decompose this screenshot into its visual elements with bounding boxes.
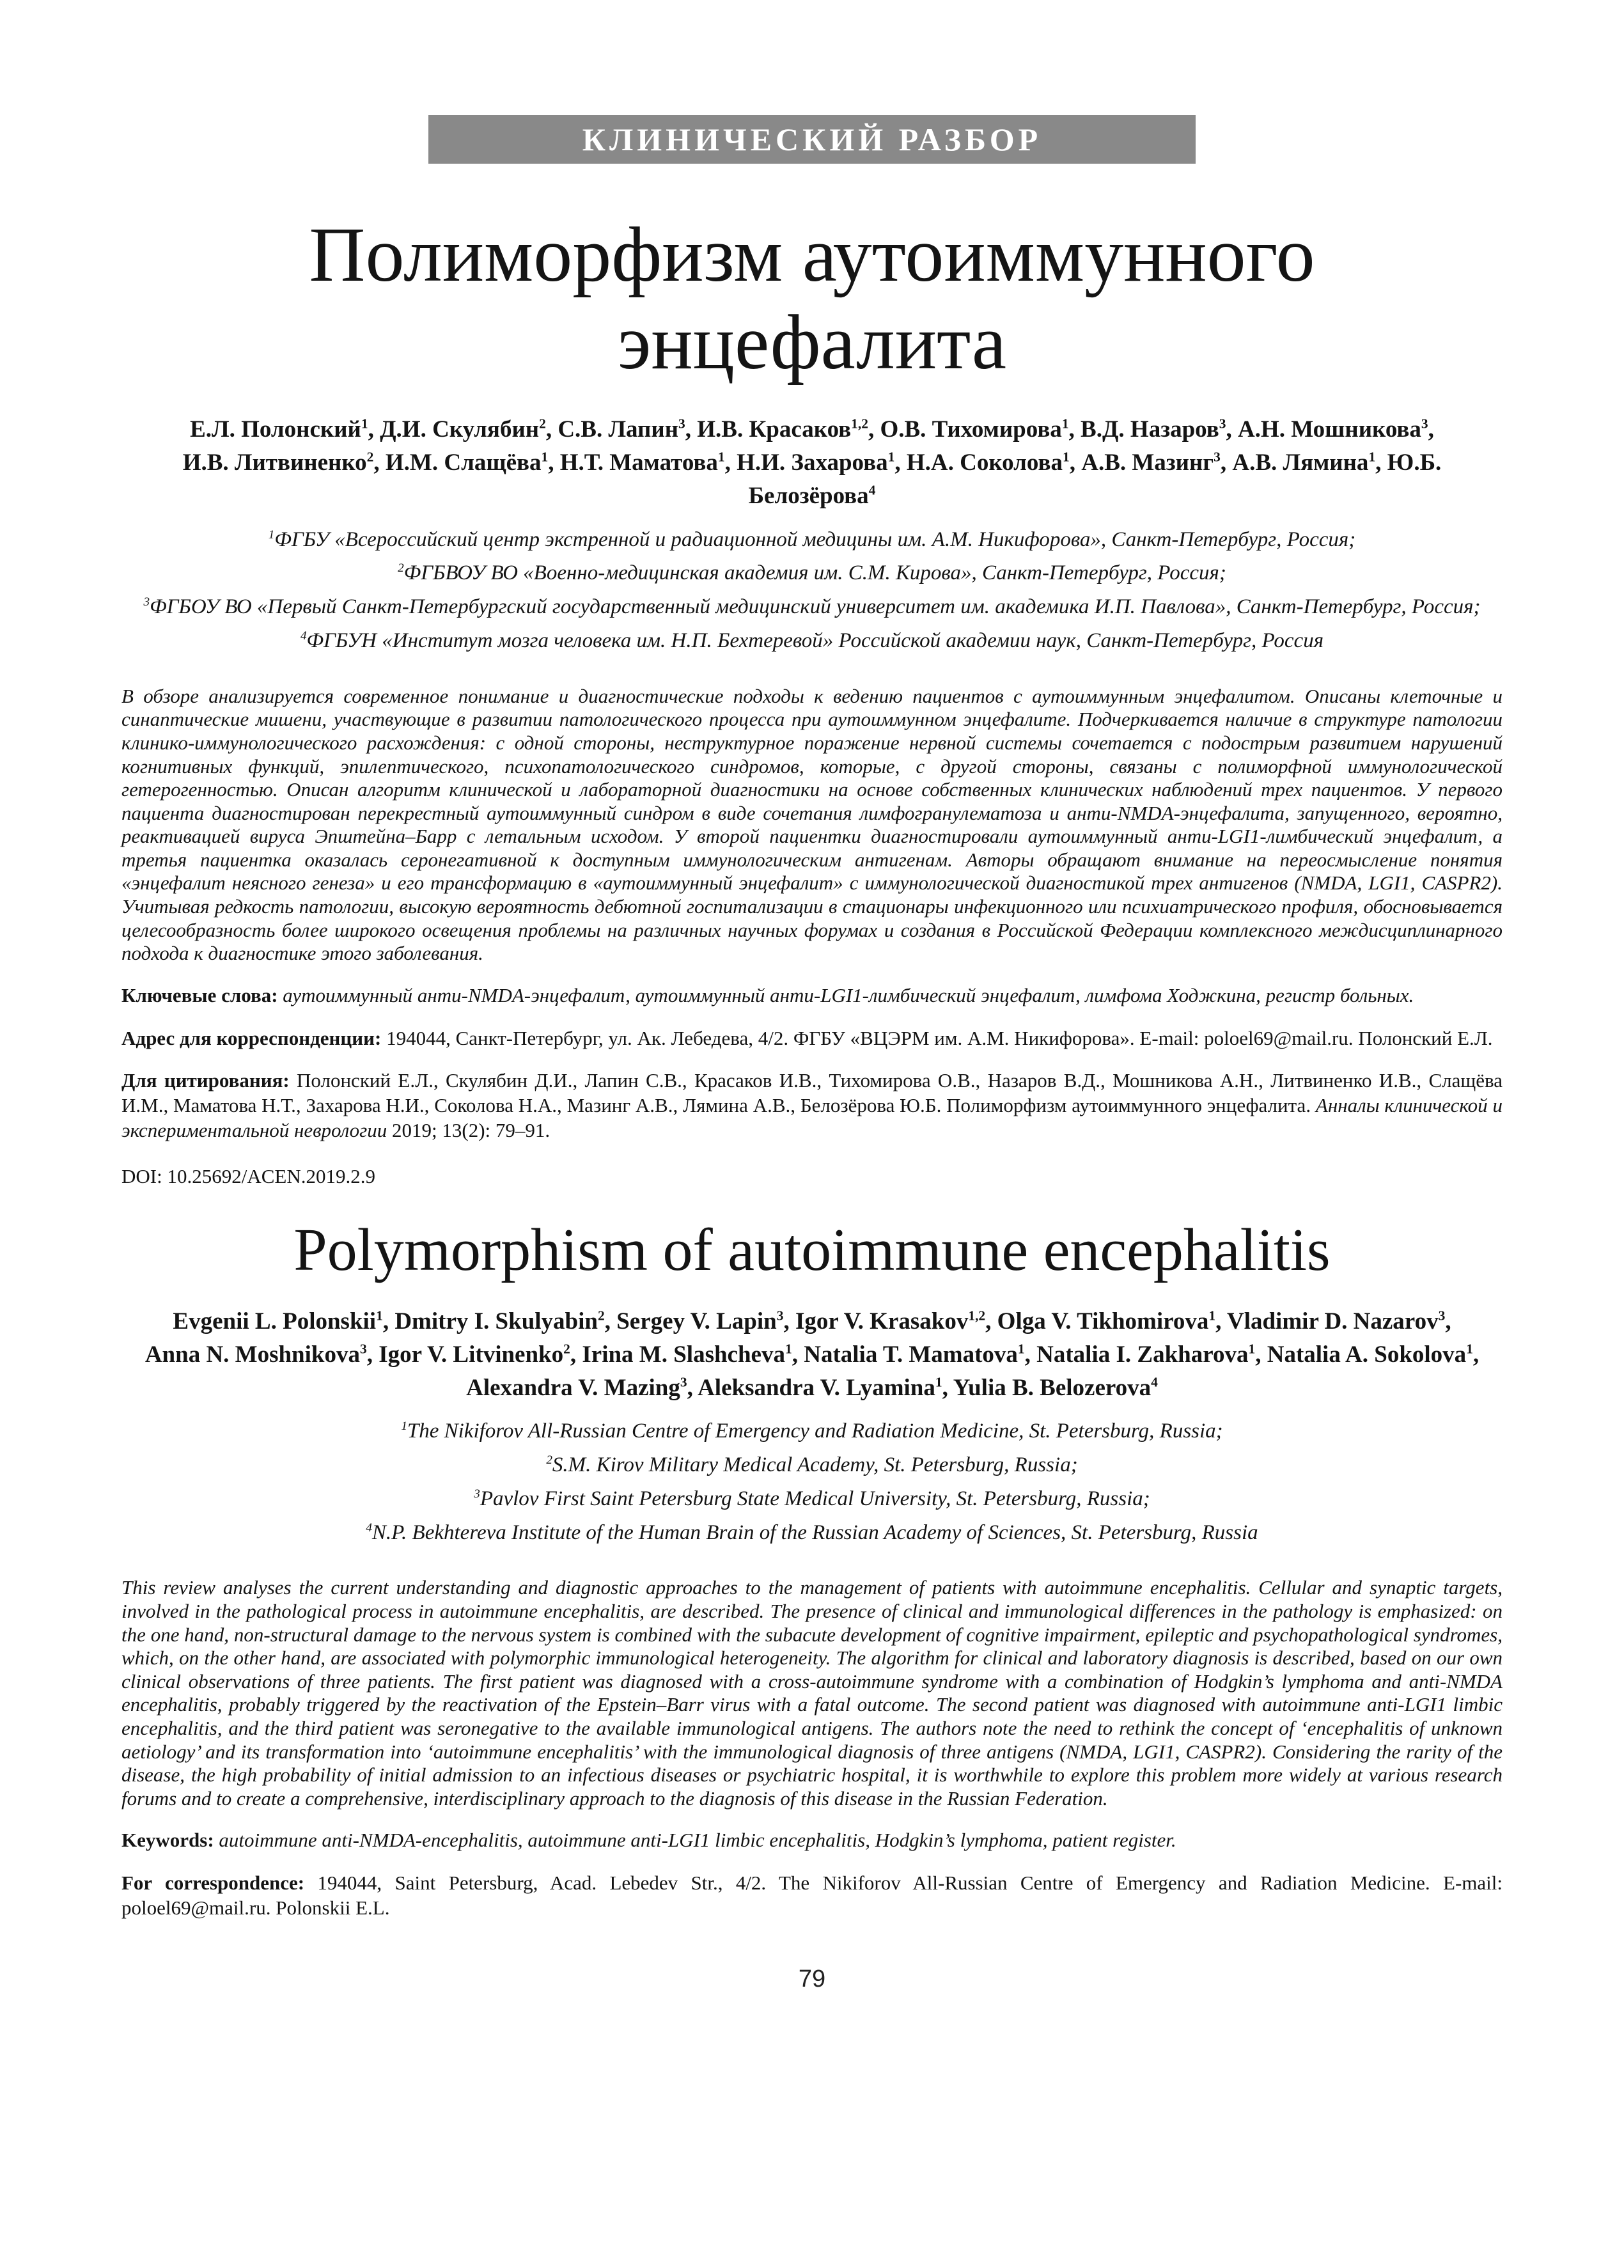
author-affiliation-sup: 1 <box>1466 1341 1473 1357</box>
correspondence-en <box>121 1871 1503 1921</box>
affiliations-ru <box>121 523 1503 658</box>
author-affiliation-sup: 3 <box>1421 416 1428 432</box>
author-affiliation-sup: 1 <box>1208 1308 1216 1324</box>
correspondence-en-text: 194044, Saint Petersburg, Acad. Lebedev Str., 4/2. The Nikiforov All-Russian Centre of Emergency and Radiation Medicine. E-mail: poloel69@mail.ru. Polonskii E.L. <box>121 1872 1503 1919</box>
keywords-ru-text: аутоиммунный анти-NMDA-энцефалит, аутоиммунный анти-LGI1-лимбический энцефалит, лимфома Ходжкина, регистр больных. <box>283 983 1414 1006</box>
section-banner <box>428 115 1196 164</box>
keywords-en <box>121 1828 1503 1853</box>
affiliation-line: $^2$S.M. Kirov Military Medical Academy, St. Petersburg, Russia; <box>546 1453 1078 1477</box>
correspondence-ru-label: Адрес для корреспонденции: <box>121 1026 382 1049</box>
affiliation-sup: 1 <box>268 528 275 542</box>
correspondence-ru <box>121 1026 1503 1051</box>
author-affiliation-sup: 1 <box>1063 449 1070 465</box>
page-content <box>121 212 1503 1993</box>
citation-ru-label: Для цитирования: <box>121 1069 290 1092</box>
keywords-en-text: autoimmune anti-NMDA-encephalitis, autoimmune anti-LGI1 limbic encephalitis, Hodgkin’s lymphoma, patient register. <box>219 1829 1176 1852</box>
affiliation-line: $^1$The Nikiforov All-Russian Centre of Emergency and Radiation Medicine, St. Petersburg, Russia; <box>401 1419 1223 1443</box>
affiliation-sup: 1 <box>401 1419 407 1434</box>
doi: DOI: 10.25692/ACEN.2019.2.9 <box>121 1164 375 1187</box>
author-affiliation-sup: 1,2 <box>968 1308 986 1324</box>
author-affiliation-sup: 3 <box>1438 1308 1446 1324</box>
citation-ru-tail: 2019; 13(2): 79–91. <box>392 1118 550 1141</box>
affiliation-line: $^4$ФГБУН «Институт мозга человека им. Н.П. Бехтеревой» Российской академии наук, Санкт-Петербург, Россия <box>300 629 1324 653</box>
author-name: И.М. Слащёва <box>385 450 542 476</box>
affiliation-line: $^3$Pavlov First Saint Petersburg State Medical University, St. Petersburg, Russia; <box>474 1487 1150 1510</box>
author-name: Н.И. Захарова <box>737 450 888 476</box>
author-line: И.В. Литвиненко$^2$, И.М. Слащёва$^1$, Н.Т. Маматова$^1$, Н.И. Захарова$^1$, Н.А. Соколова$^1$, А.В. Мазинг$^3$, А.В. Лямина$^1$, Ю.Б. Белозёрова$^4$ <box>182 449 1442 509</box>
article-title-ru <box>121 212 1503 386</box>
citation-ru-text: Полонский Е.Л., Скулябин Д.И., Лапин С.В., Красаков И.В., Тихомирова О.В., Назаров В.Д., Мошникова А.Н., Литвиненко И.В., Слащёва И.М., Маматова Н.Т., Захарова Н.И., Соколова Н.А., Мазинг А.В., Лямина А.В., Белозёрова Ю.Б. Полиморфизм аутоиммунного энцефалита. <box>121 1069 1503 1117</box>
article-title-ru-line2: энцефалита <box>618 299 1006 386</box>
author-name: Sergey V. Lapin <box>616 1308 777 1334</box>
correspondence-en-label: For correspondence: <box>121 1872 305 1895</box>
author-name: Evgenii L. Polonskii <box>173 1308 377 1334</box>
page-number: 79 <box>798 1965 826 1992</box>
author-affiliation-sup: 1 <box>376 1308 383 1324</box>
author-name: Natalia A. Sokolova <box>1267 1341 1467 1368</box>
affiliation-line: $^3$ФГБОУ ВО «Первый Санкт-Петербургский государственный медицинский университет им. академика И.П. Павлова», Санкт-Петербург, Россия; <box>143 595 1481 619</box>
affiliations-en <box>121 1414 1503 1549</box>
author-name: Д.И. Скулябин <box>380 416 540 443</box>
author-affiliation-sup: 3 <box>360 1341 367 1357</box>
affiliation-sup: 3 <box>474 1487 480 1501</box>
author-name: И.В. Литвиненко <box>182 450 367 476</box>
author-affiliation-sup: 3 <box>776 1308 784 1324</box>
author-name: Yulia B. Belozerova <box>953 1374 1152 1401</box>
affiliation-line: $^1$ФГБУ «Всероссийский центр экстренной и радиационной медицины им. А.М. Никифорова», Санкт-Петербург, Россия; <box>268 528 1356 551</box>
affiliation-sup: 4 <box>366 1521 372 1535</box>
affiliation-sup: 2 <box>546 1453 552 1467</box>
author-name: Ю.Б. Белозёрова <box>748 450 1442 509</box>
author-name: Н.Т. Маматова <box>559 450 718 476</box>
authors-en <box>121 1305 1503 1404</box>
citation-ru <box>121 1068 1503 1143</box>
article-title-en: Polymorphism of autoimmune encephalitis <box>293 1216 1331 1283</box>
authors-ru <box>121 413 1503 512</box>
author-affiliation-sup: 3 <box>1214 449 1221 465</box>
author-affiliation-sup: 1 <box>1248 1341 1256 1357</box>
author-affiliation-sup: 1,2 <box>851 416 868 432</box>
author-name: В.Д. Назаров <box>1081 416 1219 443</box>
author-affiliation-sup: 3 <box>680 1374 687 1390</box>
author-affiliation-sup: 2 <box>366 449 374 465</box>
author-name: Anna N. Moshnikova <box>144 1341 360 1368</box>
author-name: Vladimir D. Nazarov <box>1226 1308 1439 1334</box>
section-banner-label: КЛИНИЧЕСКИЙ РАЗБОР <box>582 121 1042 157</box>
author-name: Aleksandra V. Lyamina <box>698 1374 935 1401</box>
citation-ru-journal: Анналы клинической и экспериментальной неврологии <box>121 1094 1503 1141</box>
author-affiliation-sup: 4 <box>1151 1374 1158 1390</box>
author-line: Evgenii L. Polonskii$^1$, Dmitry I. Skulyabin$^2$, Sergey V. Lapin$^3$, Igor V. Krasakov$^{1,2}$, Olga V. Tikhomirova$^1$, Vladimir D. Nazarov$^3$, <box>173 1308 1451 1334</box>
author-name: Alexandra V. Mazing <box>466 1374 680 1401</box>
author-affiliation-sup: 1 <box>1061 416 1069 432</box>
author-name: А.В. Мазинг <box>1081 450 1214 476</box>
author-affiliation-sup: 1 <box>361 416 368 432</box>
author-name: Igor V. Krasakov <box>795 1308 969 1334</box>
keywords-en-label: Keywords: <box>121 1829 214 1852</box>
author-affiliation-sup: 2 <box>563 1341 570 1357</box>
author-name: Н.А. Соколова <box>906 450 1063 476</box>
author-name: Dmitry I. Skulyabin <box>394 1308 598 1334</box>
author-name: Natalia T. Mamatova <box>804 1341 1018 1368</box>
affiliation-line: $^2$ФГБВОУ ВО «Военно-медицинская академия им. С.М. Кирова», Санкт-Петербург, Россия; <box>398 561 1226 585</box>
author-affiliation-sup: 1 <box>1017 1341 1025 1357</box>
affiliation-sup: 3 <box>143 595 150 609</box>
author-affiliation-sup: 2 <box>539 416 546 432</box>
author-affiliation-sup: 3 <box>1219 416 1226 432</box>
keywords-ru-label: Ключевые слова: <box>121 983 278 1006</box>
author-name: А.Н. Мошникова <box>1237 416 1421 443</box>
correspondence-ru-text: 194044, Санкт-Петербург, ул. Ак. Лебедева, 4/2. ФГБУ «ВЦЭРМ им. А.М. Никифорова». E-mail: poloel69@mail.ru. Полонский Е.Л. <box>386 1026 1493 1049</box>
author-affiliation-sup: 4 <box>868 482 876 498</box>
author-affiliation-sup: 1 <box>717 449 725 465</box>
author-affiliation-sup: 1 <box>785 1341 792 1357</box>
author-affiliation-sup: 1 <box>1368 449 1376 465</box>
affiliation-sup: 2 <box>398 561 404 575</box>
abstract-ru: В обзоре анализируется современное понимание и диагностические подходы к ведению пациентов с аутоиммунным энцефалитом. Описаны клеточные и синаптические мишени, участвующие в развитии патологического процесса при аутоиммунном энцефалите. Подчеркивается наличие в структуре патологии клинико-иммунологического расхождения: с одной стороны, неструктурное поражение нервной системы сочетается с подострым развитием нарушений когнитивных функций, эпилептического, психопатологического синдромов, которые, с другой стороны, связаны с полиморфной иммунологической гетерогенностью. Описан алгоритм клинической и лабораторной диагностики на основе собственных клинических наблюдений трех пациентов. У первого пациента диагностирован перекрестный аутоиммунный синдром в виде сочетания лимфогранулематоза и анти-NMDA-энцефалита, запущенного, вероятно, реактивацией вируса Эпштейна–Барр с летальным исходом. У второй пациентки диагностировали аутоиммунный анти-LGI1-лимбический энцефалит, а третья пациентка оказалась серонегативной к доступным иммунологическим антигенам. Авторы обращают внимание на переосмысление понятия «энцефалит неясного генеза» и его трансформацию в «аутоиммунный энцефалит» с иммунологической диагностикой трех антигенов (NMDA, LGI1, CASPR2). Учитывая редкость патологии, высокую вероятность дебютной госпитализации в стационары инфекционного или психиатрического профиля, обосновывается целесообразность более широкого освещения проблемы на различных научных форумах и создания в Российской Федерации комплексного междисциплинарного подхода к диагностике этого заболевания. <box>121 684 1503 965</box>
author-line: Anna N. Moshnikova$^3$, Igor V. Litvinenko$^2$, Irina M. Slashcheva$^1$, Natalia T. Mamatova$^1$, Natalia I. Zakharova$^1$, Natalia A. Sokolova$^1$, <box>144 1341 1480 1368</box>
author-name: Е.Л. Полонский <box>190 416 361 443</box>
abstract-en: This review analyses the current understanding and diagnostic approaches to the management of patients with autoimmune encephalitis. Cellular and synaptic targets, involved in the pathological process in autoimmune encephalitis, are described. The presence of clinical and immunological differences in the pathology is emphasized: on the one hand, non-structural damage to the nervous system is combined with the subacute development of cognitive impairment, epileptic and psychopathological syndromes, which, on the other hand, are associated with polymorphic immunological heterogeneity. The algorithm for clinical and laboratory diagnosis is described, based on our own clinical observations of three patients. The first patient was diagnosed with a cross-autoimmune syndrome with a combination of Hodgkin’s lymphoma and anti-NMDA encephalitis, probably triggered by the reactivation of the Epstein–Barr virus with a fatal outcome. The second patient was diagnosed with autoimmune anti-LGI1 limbic encephalitis, and the third patient was seronegative to the available immunological antigens. The authors note the need to rethink the concept of ‘encephalitis of unknown aetiology’ and its transformation into ‘autoimmune encephalitis’ with the immunological diagnosis of three antigens (NMDA, LGI1, CASPR2). Considering the rarity of the disease, the high probability of initial admission to an infectious diseases or psychiatric hospital, it is worthwhile to explore this problem more widely at various research forums and to create a comprehensive, interdisciplinary approach to the diagnosis of this disease in the Russian Federation. <box>121 1576 1503 1810</box>
author-name: О.В. Тихомирова <box>880 416 1062 443</box>
affiliation-line: $^4$N.P. Bekhtereva Institute of the Human Brain of the Russian Academy of Sciences, St. Petersburg, Russia <box>366 1521 1258 1544</box>
affiliation-sup: 4 <box>300 629 307 643</box>
author-name: Irina M. Slashcheva <box>582 1341 785 1368</box>
author-affiliation-sup: 3 <box>678 416 685 432</box>
author-name: Igor V. Litvinenko <box>379 1341 564 1368</box>
article-title-ru-line1: Полиморфизм аутоиммунного <box>309 212 1315 298</box>
author-name: Olga V. Tikhomirova <box>997 1308 1209 1334</box>
author-affiliation-sup: 1 <box>887 449 895 465</box>
author-name: А.В. Лямина <box>1232 450 1369 476</box>
author-affiliation-sup: 1 <box>541 449 549 465</box>
author-name: И.В. Красаков <box>697 416 852 443</box>
author-line: Alexandra V. Mazing$^3$, Aleksandra V. Lyamina$^1$, Yulia B. Belozerova$^4$ <box>466 1374 1158 1401</box>
author-line: Е.Л. Полонский$^1$, Д.И. Скулябин$^2$, С.В. Лапин$^3$, И.В. Красаков$^{1,2}$, О.В. Тихомирова$^1$, В.Д. Назаров$^3$, А.Н. Мошникова$^3$, <box>190 416 1434 443</box>
author-affiliation-sup: 2 <box>598 1308 605 1324</box>
author-name: Natalia I. Zakharova <box>1036 1341 1249 1368</box>
keywords-ru <box>121 983 1503 1008</box>
author-name: С.В. Лапин <box>558 416 679 443</box>
author-affiliation-sup: 1 <box>935 1374 942 1390</box>
